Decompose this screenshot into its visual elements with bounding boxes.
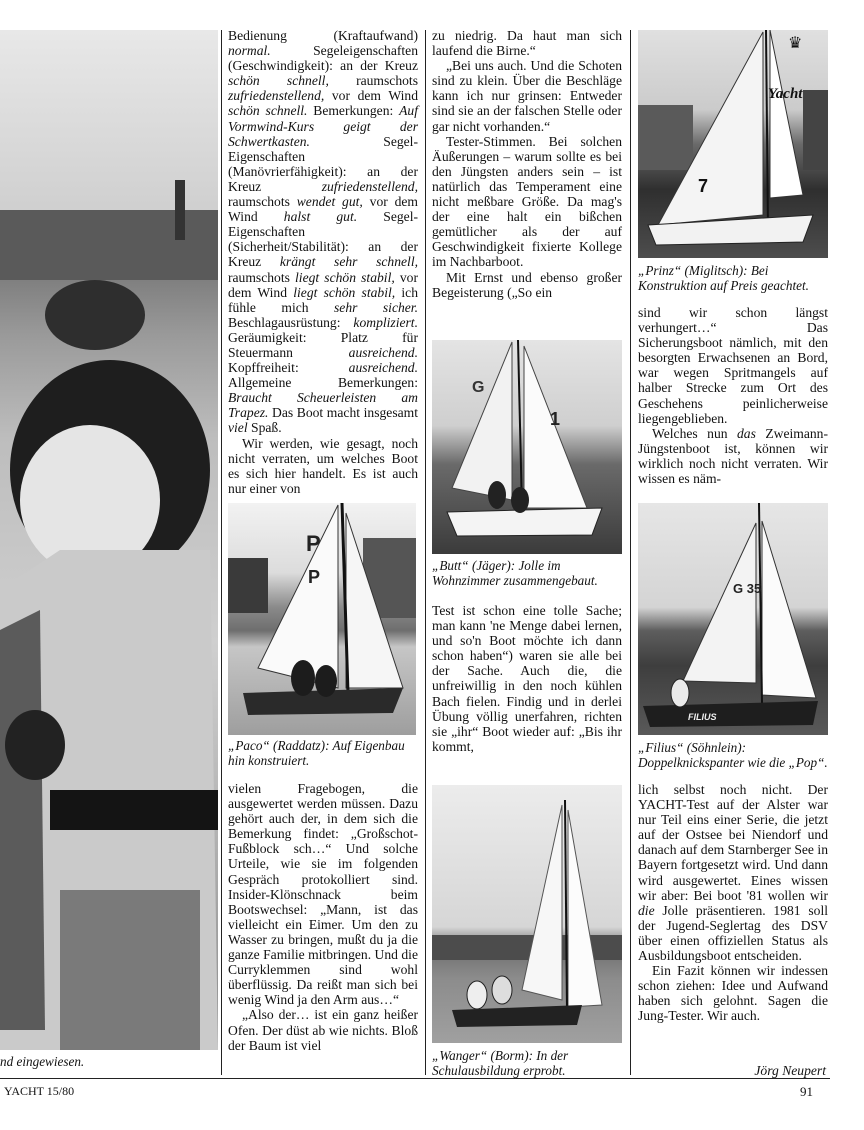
photo-filius <box>638 503 828 735</box>
text-paragraph: „Also der… ist ein ganz heißer Ofen. Der düst ab wie nichts. Bloß der Baum ist viel <box>228 1007 418 1053</box>
magazine-issue: YACHT 15/80 <box>4 1084 75 1098</box>
text-paragraph: vielen Fragebogen, die ausgewertet werden müssen. Dazu gehört auch der, in dem sich die Bemerkung findet: „Großschot-Fußblock sch…“ Und solche Urteile, wie sie im folgenden Gespräch protokolliert sind. Insider-Klönschnack beim Bootswechsel: „Mann, ist das vielleicht ein Eimer. Um den zu Wasser zu bringen, mußt du ja die ganze Familie mitbringen. Und die Curryklemmen sind wohl überflüssig. Da reißt man sich bei wenig Wind ja den Arm aus…“ <box>228 781 418 1008</box>
photo-wanger <box>432 785 622 1043</box>
text-paragraph: Tester-Stimmen. Bei solchen Äußerungen – warum sollte es bei den Jüngsten anders sein – ist natürlich das Temperament eine nicht meßbare Größe. Da mag's der eine halt ein bißchen gemütlicher als der auf Geschwindigkeit fixierte Kollege im Nachbarboot. <box>432 133 622 270</box>
footer-rule <box>0 1078 830 1079</box>
text-paragraph: zu niedrig. Da haut man sich laufend die Birne.“ <box>432 28 622 59</box>
caption-prinz: „Prinz“ (Miglitsch): Bei Konstruktion auf Preis geachtet. <box>638 263 809 293</box>
svg-text:7: 7 <box>698 176 709 196</box>
svg-text:G 35: G 35 <box>733 581 762 596</box>
text-paragraph: lich selbst noch nicht. Der YACHT-Test auf der Alster war nur Teil eins einer Serie, die jetzt auf der Ostsee bei Niendorf und danach auf dem Starnberger See in Bayern fortgesetzt wird. Und dann wird ausgewertet. Eines wissen wir aber: Bei boot '81 wollen wir die Jolle präsentieren. 1981 soll der Jugend-Seglertag des DSV über einen offiziellen Status als Ausbildungsboot entscheiden. <box>638 782 828 964</box>
text-paragraph: Ein Fazit können wir indessen schon ziehen: Idee und Aufwand haben sich gelohnt. Sagen die Jung-Tester. Wir auch. <box>638 963 828 1024</box>
photo-prinz <box>638 30 828 258</box>
text-paragraph: sind wir schon längst verhungert…“ Das Sicherungsboot nämlich, mit den besorgten Erwachsenen an Bord, war wegen Spritmangels auf halber Strecke zum Ort des Geschehens peinlicherweise liegengeblieben. <box>638 305 828 426</box>
svg-text:P: P <box>308 567 321 587</box>
svg-text:P: P <box>306 531 321 556</box>
svg-text:1: 1 <box>550 409 561 429</box>
column-4-bottom-text <box>638 782 828 1024</box>
caption-paco: „Paco“ (Raddatz): Auf Eigenbau hin konstruiert. <box>228 738 405 768</box>
column-3-middle-text <box>432 603 622 754</box>
text-paragraph: Wir werden, wie gesagt, noch nicht verraten, um welches Boot es sich hier handelt. Es ist auch nur einer von <box>228 435 418 496</box>
svg-text:Yacht: Yacht <box>768 86 803 102</box>
svg-text:G: G <box>472 379 485 396</box>
column-rule <box>425 30 426 1075</box>
column-rule <box>630 30 631 1075</box>
column-4-middle-text <box>638 305 828 486</box>
page-number: 91 <box>800 1084 813 1099</box>
text-paragraph: Bedienung (Kraftaufwand) normal. Segeleigenschaften (Geschwindigkeit): an der Kreuz schön schnell, raumschots zufriedenstellend, vor dem Wind schön schnell. Bemerkungen: Auf Vormwind-Kurs geigt der Schwertkasten. Segel-Eigenschaften (Manövrierfähigkeit): an der Kreuz zufriedenstellend, raumschots wendet gut, vor dem Wind halst gut. Segel-Eigenschaften (Sicherheit/Stabilität): an der Kreuz krängt sehr schnell, raumschots liegt schön stabil, vor dem Wind liegt schön stabil, ich fühle mich sehr sicher. Beschlagausrüstung: kompliziert. Geräumigkeit: Platz für Steuermann ausreichend. Kopffreiheit: ausreichend. Allgemeine Bemerkungen: Braucht Scheuerleisten am Trapez. Das Boot macht insgesamt viel Spaß. <box>228 28 418 436</box>
photo-paco <box>228 503 416 735</box>
photo-butt <box>432 340 622 554</box>
text-paragraph: Test ist schon eine tolle Sache; man kann 'ne Menge dabei lernen, und so'n Boot möchte ich dann schon haben“) waren sie alle bei der Sache. Auch die, die unfreiwillig in den noch kühlen Bach fielen. Findig und in derlei Übung völlig unerfahren, richten sie „ihr“ Boot wieder auf: „Bis ihr kommt, <box>432 603 622 754</box>
text-paragraph: „Bei uns auch. Und die Schoten sind zu klein. Über die Beschläge kann ich nur grinsen: Entweder sind sie an der falschen Stelle oder gar nicht vorhanden.“ <box>432 58 622 134</box>
caption-left-photo: nd eingewiesen. <box>0 1054 85 1069</box>
text-paragraph: Welches nun das Zweimann-Jüngstenboot ist, können wir wirklich noch nicht verraten. Wir wissen es näm- <box>638 425 828 487</box>
text-paragraph: Mit Ernst und ebenso großer Begeisterung („So ein <box>432 269 622 300</box>
column-2-bottom-text <box>228 781 418 1053</box>
caption-filius: „Filius“ (Söhnlein): Doppelknickspanter wie die „Pop“. <box>638 740 828 770</box>
column-3-top-text <box>432 28 622 300</box>
caption-butt: „Butt“ (Jäger): Jolle im Wohnzimmer zusammengebaut. <box>432 558 598 588</box>
column-2-top-text <box>228 28 418 496</box>
photo-children-life-jacket <box>0 30 218 1050</box>
svg-text:♛: ♛ <box>788 33 803 52</box>
caption-wanger: „Wanger“ (Borm): In der Schulausbildung erprobt. <box>432 1048 569 1078</box>
column-rule <box>221 30 222 1075</box>
author-signature: Jörg Neupert <box>754 1063 826 1078</box>
svg-text:FILIUS: FILIUS <box>688 712 717 722</box>
